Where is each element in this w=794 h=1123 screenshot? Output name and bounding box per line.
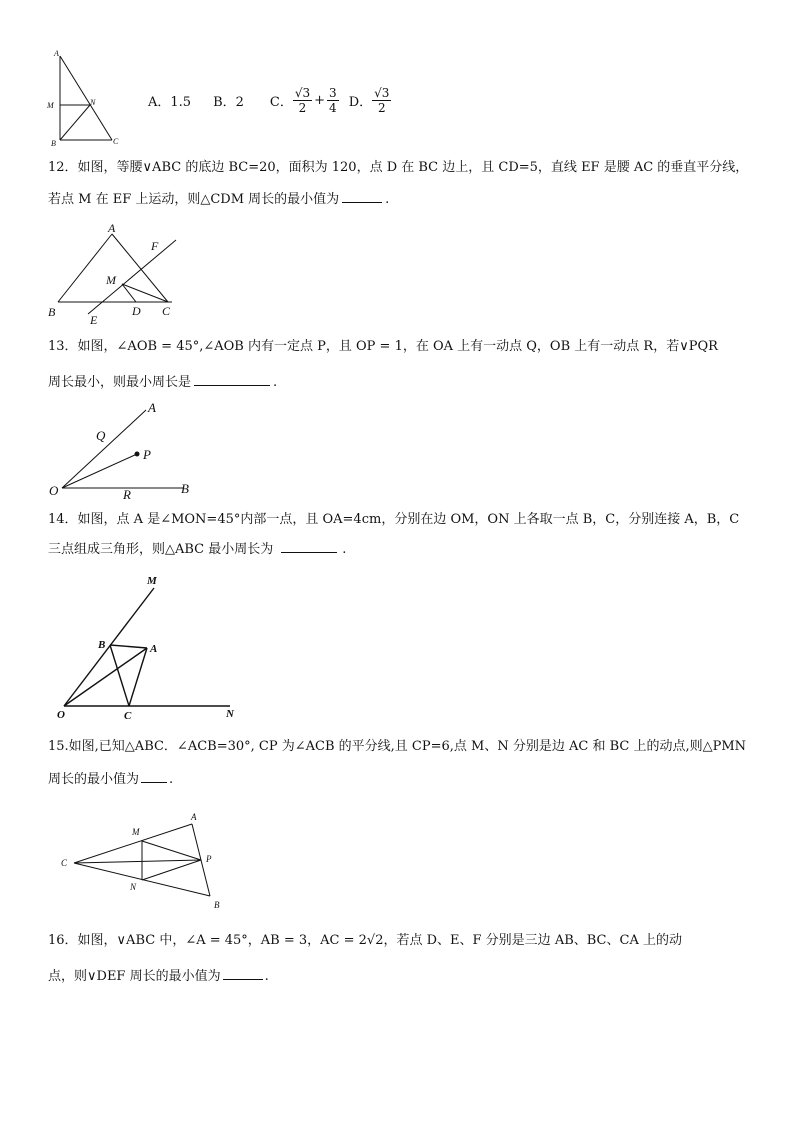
q13-label-p: P xyxy=(143,447,151,462)
q14-label-a: A xyxy=(150,643,158,655)
q12-label-e: E xyxy=(90,313,98,327)
q13-figure xyxy=(44,398,204,503)
q11-option-d-prefix: D． xyxy=(348,95,373,110)
q15-label-n: N xyxy=(130,882,137,892)
q12-line2: 若点 M 在 EF 上运动，则△CDM 周长的最小值为 . xyxy=(48,192,390,207)
q13-label-o: O xyxy=(49,483,59,498)
q11-options xyxy=(148,86,391,115)
q11-label-m: M xyxy=(47,101,54,110)
q12-label-d: D xyxy=(132,304,141,318)
q14-label-o: O xyxy=(57,709,65,721)
q15-label-b: B xyxy=(214,900,220,910)
q11-option-c-prefix: C． xyxy=(269,95,293,110)
q13-line1: 13．如图，∠AOB = 45°,∠AOB 内有一定点 P，且 OP = 1，在 OA 上有一动点 Q，OB 上有一动点 R，若∨PQR xyxy=(48,339,718,354)
q11-label-c: C xyxy=(113,137,119,146)
q13-label-r: R xyxy=(123,487,131,502)
q11-label-n: N xyxy=(90,98,96,107)
q11-label-b: B xyxy=(51,139,56,148)
q11-option-c-frac2: $\frac{3}{4}$ xyxy=(329,86,337,115)
q12-line1: 12．如图，等腰∨ABC 的底边 BC=20，面积为 120，点 D 在 BC 边上，且 CD=5，直线 EF 是腰 AC 的垂直平分线， xyxy=(48,160,749,175)
q11-option-a: A．1.5 xyxy=(148,95,192,110)
q14-label-m: M xyxy=(147,575,157,587)
q14-label-b: B xyxy=(98,639,106,651)
q12-label-b: B xyxy=(48,305,56,319)
q11-option-c-plus: + xyxy=(314,93,326,108)
q13-label-b: B xyxy=(181,481,189,496)
q14-label-c: C xyxy=(124,710,132,722)
q12-answer-blank[interactable] xyxy=(342,190,382,203)
q11-option-d-frac: $\frac{√3}{2}$ xyxy=(374,86,390,115)
q12-label-c: C xyxy=(162,304,171,318)
q15-label-a: A xyxy=(191,812,197,822)
q12-label-m: M xyxy=(106,273,116,287)
q14-label-n: N xyxy=(226,708,234,720)
q15-label-c: C xyxy=(61,858,68,868)
q15-line2: 周长的最小值为 . xyxy=(48,772,174,787)
q15-label-p: P xyxy=(206,854,212,864)
q14-answer-blank[interactable] xyxy=(281,540,337,553)
q11-option-b: B．2 xyxy=(213,95,244,110)
q16-line2: 点，则∨DEF 周长的最小值为 . xyxy=(48,969,269,984)
q13-label-a: A xyxy=(148,400,156,415)
q13-answer-blank[interactable] xyxy=(194,373,270,386)
q14-line2: 三点组成三角形，则△ABC 最小周长为 . xyxy=(48,542,347,557)
q11-label-a: A xyxy=(54,49,59,58)
q14-figure xyxy=(44,570,244,725)
q15-figure xyxy=(44,808,244,916)
q13-line2: 周长最小，则最小周长是 . xyxy=(48,375,278,390)
q15-answer-blank[interactable] xyxy=(141,770,167,783)
q11-figure xyxy=(44,48,134,148)
q12-label-a: A xyxy=(108,221,116,235)
q15-label-m: M xyxy=(132,827,140,837)
q13-label-q: Q xyxy=(96,428,106,443)
q15-line1: 15.如图,已知△ABC．∠ACB=30°, CP 为∠ACB 的平分线,且 CP=6,点 M、N 分别是边 AC 和 BC 上的动点,则△PMN xyxy=(48,739,747,754)
q11-option-c-frac1: $\frac{√3}{2}$ xyxy=(294,86,311,115)
q12-label-f: F xyxy=(151,239,159,253)
q14-line1: 14．如图，点 A 是∠MON=45°内部一点，且 OA=4cm，分别在边 OM，ON 上各取一点 B，C，分别连接 A，B，C xyxy=(48,512,740,527)
q12-figure xyxy=(44,222,194,327)
q16-answer-blank[interactable] xyxy=(223,967,263,980)
q16-line1: 16．如图，∨ABC 中，∠A = 45°，AB = 3，AC = 2√2，若点 D、E、F 分别是三边 AB、BC、CA 上的动 xyxy=(48,933,682,948)
